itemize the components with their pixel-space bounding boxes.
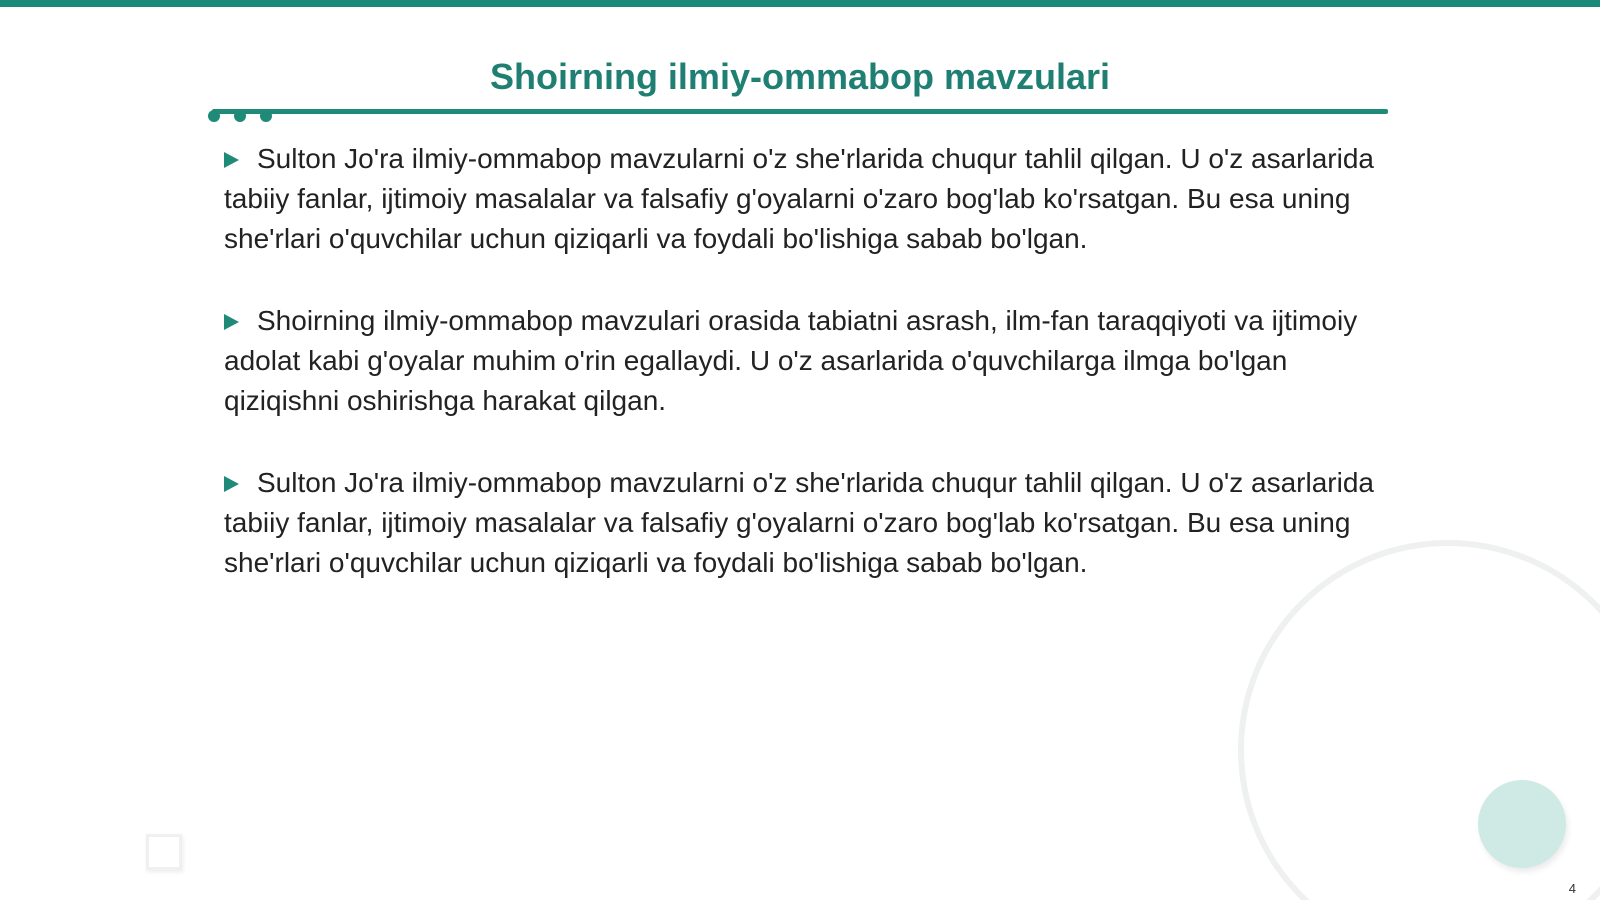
top-accent-bar <box>0 0 1600 7</box>
bullet-item <box>224 301 1374 421</box>
page-number: 4 <box>1568 881 1576 896</box>
triangle-right-icon <box>224 314 239 330</box>
bullet-text: Shoirning ilmiy-ommabop mavzulari orasida tabiatni asrash, ilm-fan taraqqiyoti va ijtimoiy adolat kabi g'oyalar muhim o'rin egallaydi. U o'z asarlarida o'quvchilarga ilmga bo'lgan qiziqishni oshirishga harakat qilgan. <box>224 305 1358 416</box>
decorative-square <box>146 834 182 870</box>
title-underline <box>212 109 1388 114</box>
title-dot <box>234 110 246 122</box>
bullet-text: Sulton Jo'ra ilmiy-ommabop mavzularni o'z she'rlarida chuqur tahlil qilgan. U o'z asarlarida tabiiy fanlar, ijtimoiy masalalar va falsafiy g'oyalarni o'zaro bog'lab ko'rsatgan. Bu esa uning she'rlari o'quvchilar uchun qiziqarli va foydali bo'lishiga sabab bo'lgan. <box>224 143 1374 254</box>
bullet-item <box>224 463 1374 583</box>
bullet-item <box>224 139 1374 259</box>
bullet-list <box>224 139 1374 625</box>
bullet-text: Sulton Jo'ra ilmiy-ommabop mavzularni o'z she'rlarida chuqur tahlil qilgan. U o'z asarlarida tabiiy fanlar, ijtimoiy masalalar va falsafiy g'oyalarni o'zaro bog'lab ko'rsatgan. Bu esa uning she'rlari o'quvchilar uchun qiziqarli va foydali bo'lishiga sabab bo'lgan. <box>224 467 1374 578</box>
triangle-right-icon <box>224 152 239 168</box>
title-dot <box>260 110 272 122</box>
triangle-right-icon <box>224 476 239 492</box>
slide-title: Shoirning ilmiy-ommabop mavzulari <box>489 56 1111 97</box>
title-dot <box>208 110 220 122</box>
decorative-circle <box>1478 780 1566 868</box>
